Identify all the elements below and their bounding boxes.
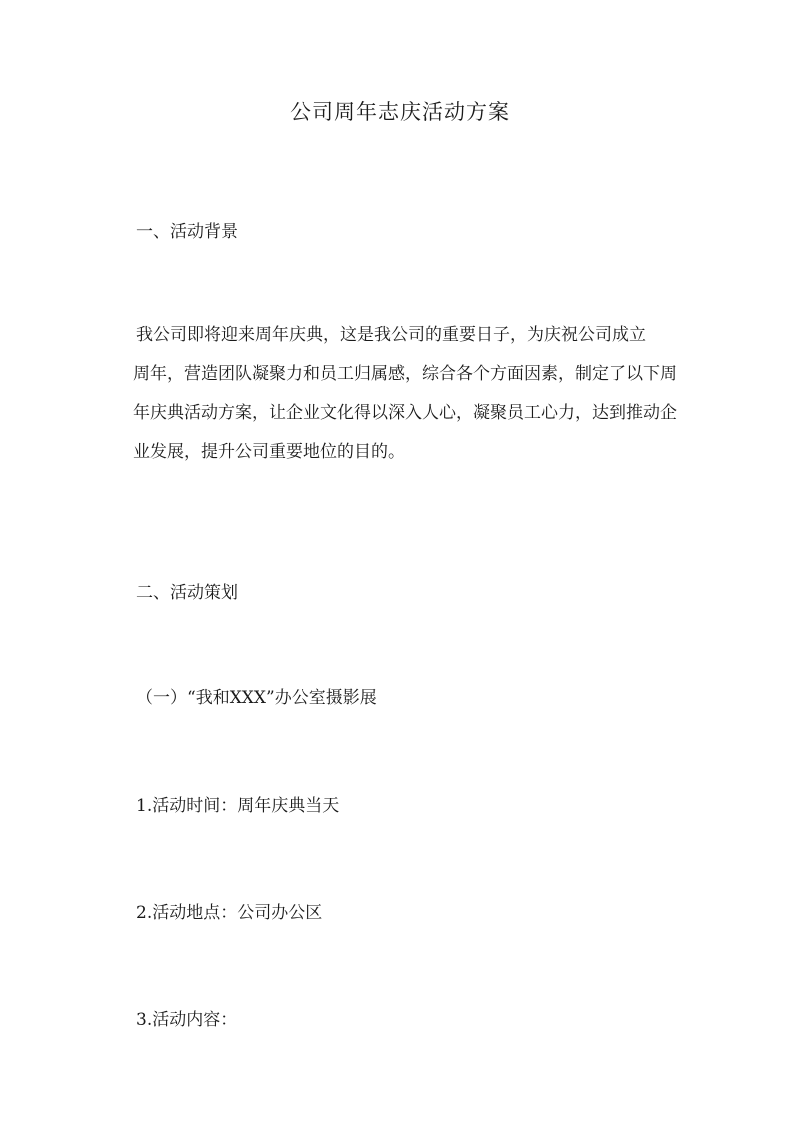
paragraph-line: 年庆典活动方案，让企业文化得以深入人心，凝聚员工心力，达到推动企 (133, 403, 677, 423)
subsection-heading-photo-exhibition: （一）“我和XXX”办公室摄影展 (136, 688, 377, 708)
paragraph-line: 业发展，提升公司重要地位的目的。 (133, 442, 405, 462)
document-title: 公司周年志庆活动方案 (290, 100, 510, 124)
list-item-location: 2.活动地点：公司办公区 (136, 903, 323, 923)
background-paragraph (133, 316, 716, 472)
list-item-content: 3.活动内容： (136, 1010, 238, 1030)
paragraph-line: 周年，营造团队凝聚力和员工归属感，综合各个方面因素，制定了以下周 (133, 364, 677, 384)
paragraph-line: 我公司即将迎来周年庆典，这是我公司的重要日子，为庆祝公司成立 (136, 325, 646, 345)
section-heading-planning: 二、活动策划 (136, 583, 238, 603)
section-heading-background: 一、活动背景 (136, 222, 238, 242)
list-item-time: 1.活动时间：周年庆典当天 (136, 796, 340, 816)
